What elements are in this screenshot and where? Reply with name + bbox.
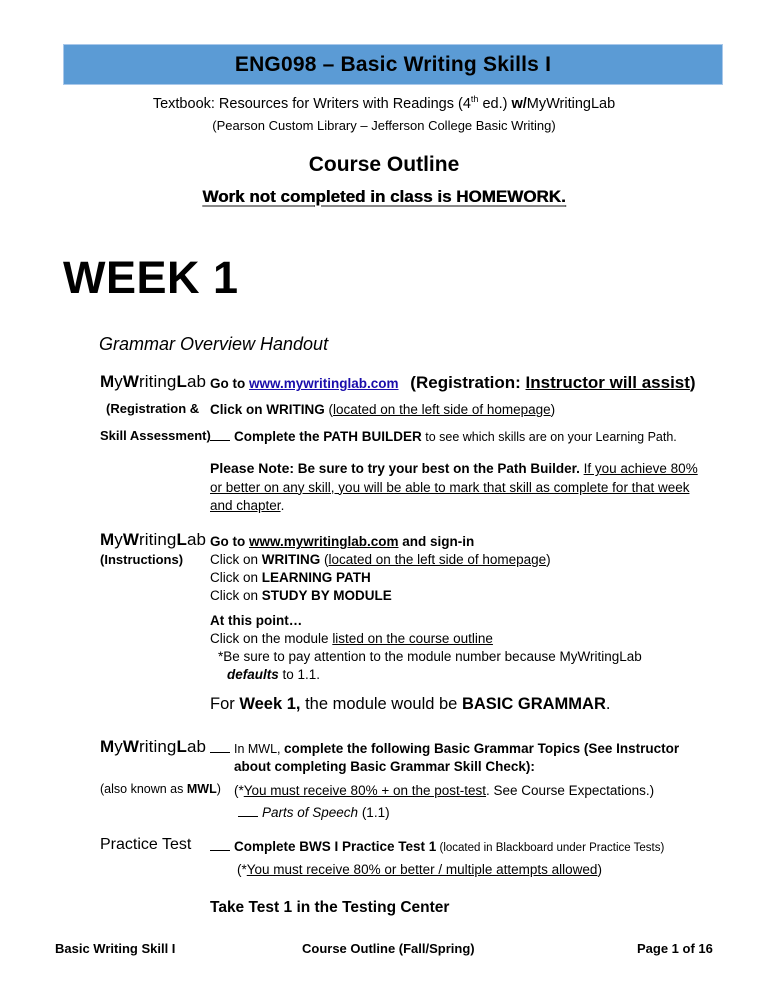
please-note-label: Please Note: xyxy=(210,460,295,476)
practice-test-requirement: (*You must receive 80% or better / multiple attempts allowed) xyxy=(237,862,602,877)
registration-label-line2: Skill Assessment) xyxy=(100,428,211,443)
course-title: ENG098 – Basic Writing Skills I xyxy=(234,52,552,76)
homework-notice: Work not completed in class is HOMEWORK. xyxy=(202,187,566,206)
mwl-task-line1: In MWL, complete the following Basic Grammar Topics (See Instructor xyxy=(210,740,679,758)
mywritinglab-logo: MyWritingLab xyxy=(100,530,207,549)
attention-note: *Be sure to pay attention to the module number because MyWritingLab xyxy=(218,649,642,664)
registration-goto-line: Go to www.mywritinglab.com (Registration: Instructor will assist) xyxy=(210,373,696,392)
checkbox-blank[interactable] xyxy=(210,849,230,851)
practice-test-task: Complete BWS I Practice Test 1 (located in Blackboard under Practice Tests) xyxy=(210,838,664,857)
footer-center: Course Outline (Fall/Spring) xyxy=(302,941,475,956)
instructions-steps xyxy=(210,533,551,605)
publisher-line: (Pearson Custom Library – Jefferson College Basic Writing) xyxy=(212,118,556,133)
textbook-edition: ed.) xyxy=(478,95,512,112)
textbook-sup: th xyxy=(470,94,479,104)
handout-label: Grammar Overview Handout xyxy=(99,334,329,354)
testing-center-line: Take Test 1 in the Testing Center xyxy=(210,899,450,916)
registration-label-block xyxy=(100,372,206,392)
checkbox-blank[interactable] xyxy=(210,751,230,753)
signin-link[interactable]: www.mywritinglab.com xyxy=(249,534,399,549)
instructions-label-block xyxy=(100,530,206,567)
step-learning-path: Click on LEARNING PATH xyxy=(210,570,371,585)
week-heading: WEEK 1 xyxy=(63,252,239,303)
course-title-bar xyxy=(63,44,723,85)
course-outline-heading: Course Outline xyxy=(308,153,460,176)
mywritinglab-link[interactable]: www.mywritinglab.com xyxy=(249,376,399,391)
instructions-label: (Instructions) xyxy=(100,552,184,567)
defaults-note: defaults to 1.1. xyxy=(227,667,321,682)
checkbox-blank[interactable] xyxy=(210,439,230,441)
step-writing: Click on WRITING (located on the left side of homepage) xyxy=(210,552,551,567)
mwl-label-block xyxy=(100,737,206,757)
step-study-by-module: Click on STUDY BY MODULE xyxy=(210,588,392,603)
path-builder-task: Complete the PATH BUILDER to see which skills are on your Learning Path. xyxy=(210,428,677,446)
checkbox-blank[interactable] xyxy=(238,815,258,817)
at-this-point-block xyxy=(210,612,642,684)
instructor-assist: Instructor will assist xyxy=(525,373,690,392)
textbook-with: w/ xyxy=(511,95,527,112)
please-note-block: Please Note: Be sure to try your best on the Path Builder. If you achieve 80% or better on any skill, you will be able to mark that skill as complete for that week and chapter. xyxy=(210,460,698,513)
step-signin: Go to www.mywritinglab.com and sign-in xyxy=(210,534,475,549)
module-step: Click on the module listed on the course outline xyxy=(210,631,493,646)
mwl-requirement: (*You must receive 80% + on the post-test. See Course Expectations.) xyxy=(234,783,655,798)
mwl-task-line2: about completing Basic Grammar Skill Check): xyxy=(234,759,535,774)
registration-label-line1: (Registration & xyxy=(106,401,200,416)
textbook-text: Textbook: Resources for Writers with Readings (4 xyxy=(152,95,471,112)
textbook-line xyxy=(0,94,768,112)
textbook-mwl: MyWritingLab xyxy=(526,95,616,112)
registration-click-writing: Click on WRITING (located on the left side of homepage) xyxy=(210,402,556,417)
footer-page-number: Page 1 of 16 xyxy=(637,941,713,956)
mywritinglab-logo: MyWritingLab xyxy=(100,372,207,391)
practice-test-label: Practice Test xyxy=(100,836,192,853)
topic-parts-of-speech: Parts of Speech (1.1) xyxy=(238,804,390,822)
mwl-aka-label: (also known as MWL) xyxy=(100,782,221,796)
at-this-point-heading: At this point… xyxy=(210,613,303,628)
week-module-line: For Week 1, the module would be BASIC GRAMMAR. xyxy=(210,695,611,713)
footer-left: Basic Writing Skill I xyxy=(55,941,176,956)
mwl-task xyxy=(210,740,679,776)
mywritinglab-logo: MyWritingLab xyxy=(100,737,207,756)
